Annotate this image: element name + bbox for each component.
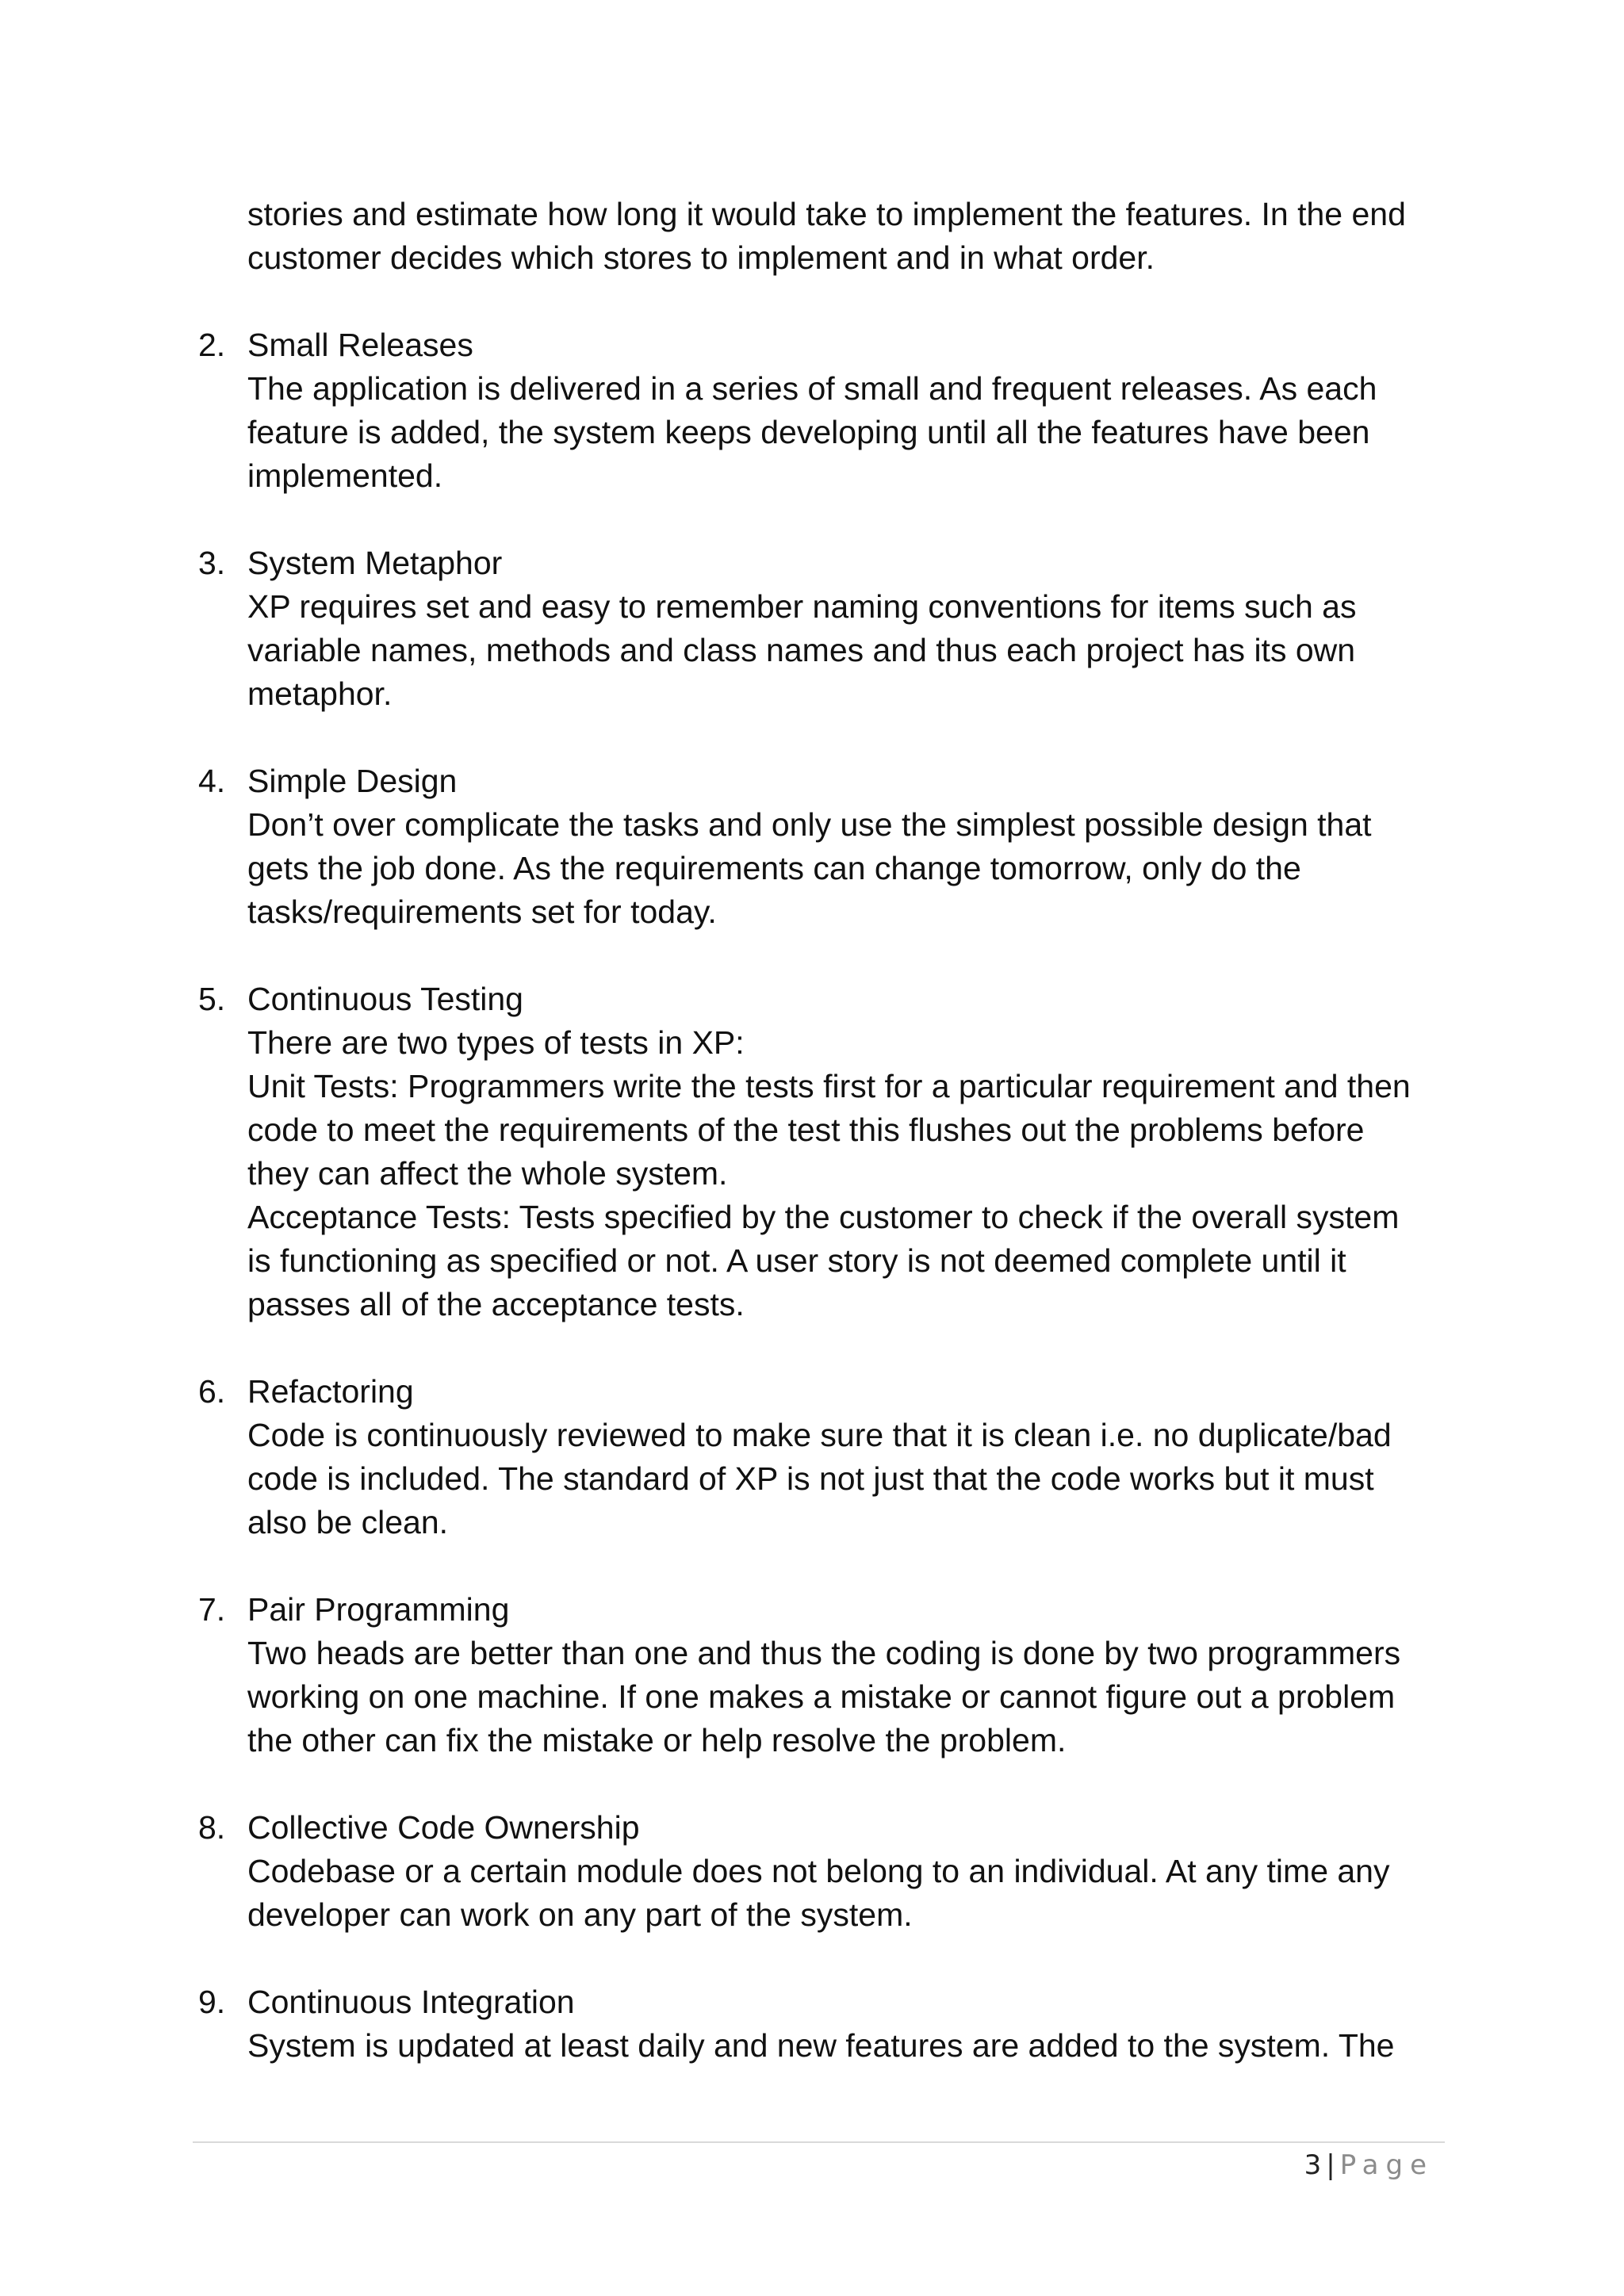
item-line: Don’t over complicate the tasks and only use the simplest possible design that <box>247 806 1372 843</box>
item-line: metaphor. <box>247 675 393 712</box>
item-line: Two heads are better than one and thus the coding is done by two programmers <box>247 1635 1401 1671</box>
item-line: Unit Tests: Programmers write the tests first for a particular requirement and then <box>247 1068 1411 1104</box>
item-line: passes all of the acceptance tests. <box>247 1286 745 1322</box>
item-line: implemented. <box>247 457 443 494</box>
practices-list <box>198 323 1451 2068</box>
item-title: Continuous Testing <box>247 981 523 1017</box>
item-line: XP requires set and easy to remember naming conventions for items such as <box>247 588 1357 625</box>
list-item <box>198 1806 1451 1937</box>
item-line: the other can fix the mistake or help resolve the problem. <box>247 1722 1067 1758</box>
footer-separator: | <box>1326 2149 1335 2181</box>
item-line: gets the job done. As the requirements can change tomorrow, only do the <box>247 850 1301 886</box>
list-item <box>198 978 1451 1326</box>
list-item <box>198 541 1451 716</box>
page-number: 3 <box>1304 2149 1322 2181</box>
item-line: Acceptance Tests: Tests specified by the customer to check if the overall system <box>247 1199 1400 1235</box>
item-number: 6. <box>198 1373 226 1410</box>
item-line: working on one machine. If one makes a mistake or cannot figure out a problem <box>247 1678 1396 1715</box>
item-title: Pair Programming <box>247 1591 510 1628</box>
intro-line: stories and estimate how long it would take to implement the features. In the end <box>247 196 1406 232</box>
page-content <box>198 193 1451 2068</box>
item-number: 9. <box>198 1984 226 2020</box>
item-line: code to meet the requirements of the test this flushes out the problems before <box>247 1112 1365 1148</box>
intro-line: customer decides which stores to implement and in what order. <box>247 239 1155 276</box>
item-title: Small Releases <box>247 327 473 363</box>
item-number: 2. <box>198 327 226 363</box>
list-item <box>198 760 1451 934</box>
intro-paragraph <box>247 193 1451 280</box>
item-title: Refactoring <box>247 1373 414 1410</box>
page-label: Page <box>1339 2149 1434 2181</box>
item-line: code is included. The standard of XP is not just that the code works but it must <box>247 1460 1374 1497</box>
item-number: 3. <box>198 545 226 581</box>
item-line: tasks/requirements set for today. <box>247 894 717 930</box>
item-line: also be clean. <box>247 1504 449 1540</box>
list-item <box>198 1370 1451 1544</box>
item-line: Code is continuously reviewed to make sure that it is clean i.e. no duplicate/bad <box>247 1417 1392 1453</box>
list-item <box>198 323 1451 498</box>
list-item <box>198 1588 1451 1762</box>
item-line: The application is delivered in a series of small and frequent releases. As each <box>247 370 1377 407</box>
page-footer <box>1304 2147 1434 2183</box>
item-line: developer can work on any part of the system. <box>247 1896 913 1933</box>
footer-divider <box>193 2141 1445 2143</box>
item-line: There are two types of tests in XP: <box>247 1024 745 1061</box>
item-line: they can affect the whole system. <box>247 1155 728 1192</box>
item-line: System is updated at least daily and new features are added to the system. The <box>247 2027 1395 2064</box>
item-line: is functioning as specified or not. A user story is not deemed complete until it <box>247 1242 1346 1279</box>
item-title: Collective Code Ownership <box>247 1809 640 1846</box>
item-number: 7. <box>198 1591 226 1628</box>
item-title: Continuous Integration <box>247 1984 575 2020</box>
item-line: variable names, methods and class names and thus each project has its own <box>247 632 1356 668</box>
item-line: feature is added, the system keeps developing until all the features have been <box>247 414 1370 450</box>
item-number: 5. <box>198 981 226 1017</box>
item-number: 8. <box>198 1809 226 1846</box>
item-title: Simple Design <box>247 763 458 799</box>
item-line: Codebase or a certain module does not belong to an individual. At any time any <box>247 1853 1390 1889</box>
item-number: 4. <box>198 763 226 799</box>
item-title: System Metaphor <box>247 545 503 581</box>
list-item <box>198 1980 1451 2068</box>
